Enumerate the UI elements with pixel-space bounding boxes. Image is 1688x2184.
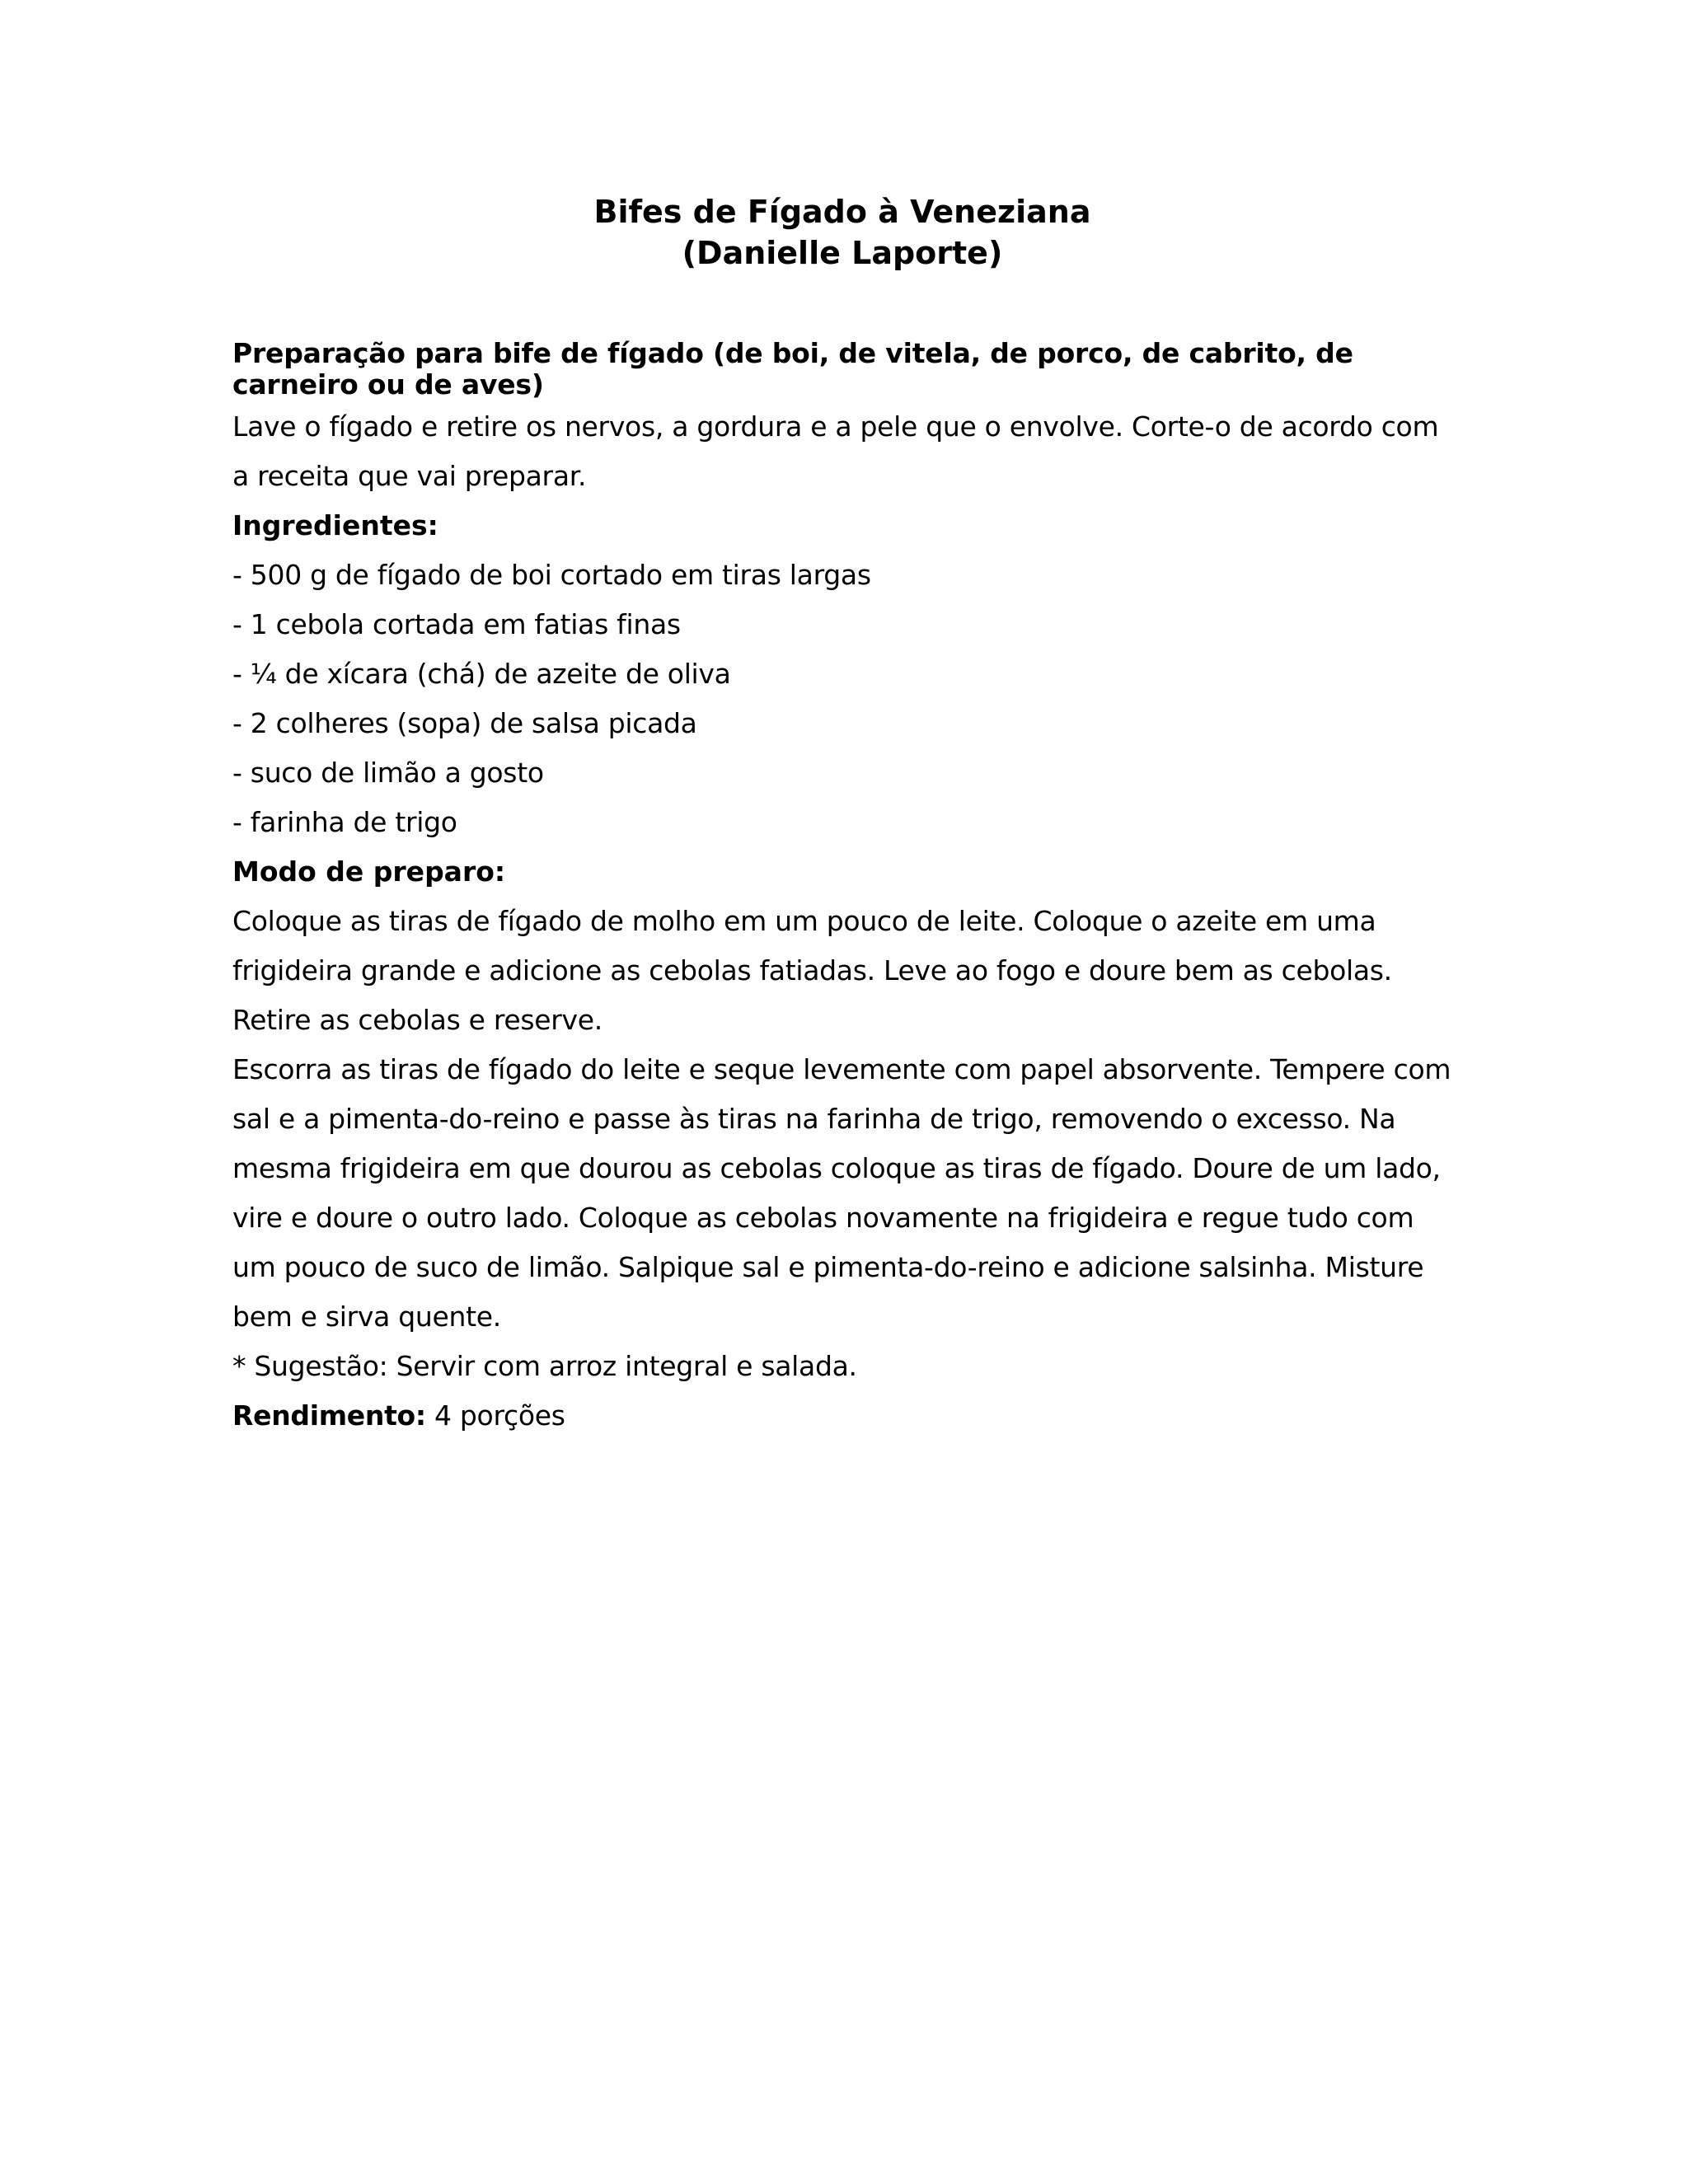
yield-value: 4 porções xyxy=(425,1399,565,1432)
ingredient-item: - suco de limão a gosto xyxy=(232,757,544,789)
method-paragraph: Coloque as tiras de fígado de molho em um pouco de leite. Coloque o azeite em uma frigideira grande e adicione as cebolas fatiadas. Leve ao fogo e doure bem as cebolas. Retire as cebolas e reserve. xyxy=(232,905,1392,1036)
ingredient-item: - 2 colheres (sopa) de salsa picada xyxy=(232,707,697,739)
ingredient-item: - 1 cebola cortada em fatias finas xyxy=(232,608,681,640)
ingredient-item: - 500 g de fígado de boi cortado em tiras largas xyxy=(232,559,871,591)
recipe-author-line: (Danielle Laporte) xyxy=(682,235,1003,271)
method-heading: Modo de preparo: xyxy=(232,855,506,888)
method-paragraph: Escorra as tiras de fígado do leite e seque levemente com papel absorvente. Tempere com sal e a pimenta-do-reino e passe às tiras na farinha de trigo, removendo o excesso. Na mesma frigideira em que dourou as cebolas coloque as tiras de fígado. Doure de um lado, vire e doure o outro lado. Coloque as cebolas novamente na frigideira e regue tudo com um pouco de suco de limão. Salpique sal e pimenta-do-reino e adicione salsinha. Misture bem e sirva quente. xyxy=(232,1053,1451,1333)
ingredients-heading: Ingredientes: xyxy=(232,509,438,541)
ingredient-item: - farinha de trigo xyxy=(232,806,457,838)
recipe-title-line-1: Bifes de Fígado à Veneziana xyxy=(593,194,1091,230)
suggestion-text: * Sugestão: Servir com arroz integral e salada. xyxy=(232,1350,857,1382)
ingredients-list xyxy=(232,551,1452,847)
preparation-heading: Preparação para bife de fígado (de boi, de vitela, de porco, de cabrito, de carneiro ou de aves) xyxy=(232,337,1353,401)
yield-label: Rendimento: xyxy=(232,1399,426,1432)
preparation-text: Lave o fígado e retire os nervos, a gordura e a pele que o envolve. Corte-o de acordo com a receita que vai preparar. xyxy=(232,410,1439,492)
ingredient-item: - ¼ de xícara (chá) de azeite de oliva xyxy=(232,658,731,690)
recipe-title xyxy=(232,191,1452,274)
document-page xyxy=(232,191,1452,1441)
yield-line xyxy=(232,1391,1452,1441)
